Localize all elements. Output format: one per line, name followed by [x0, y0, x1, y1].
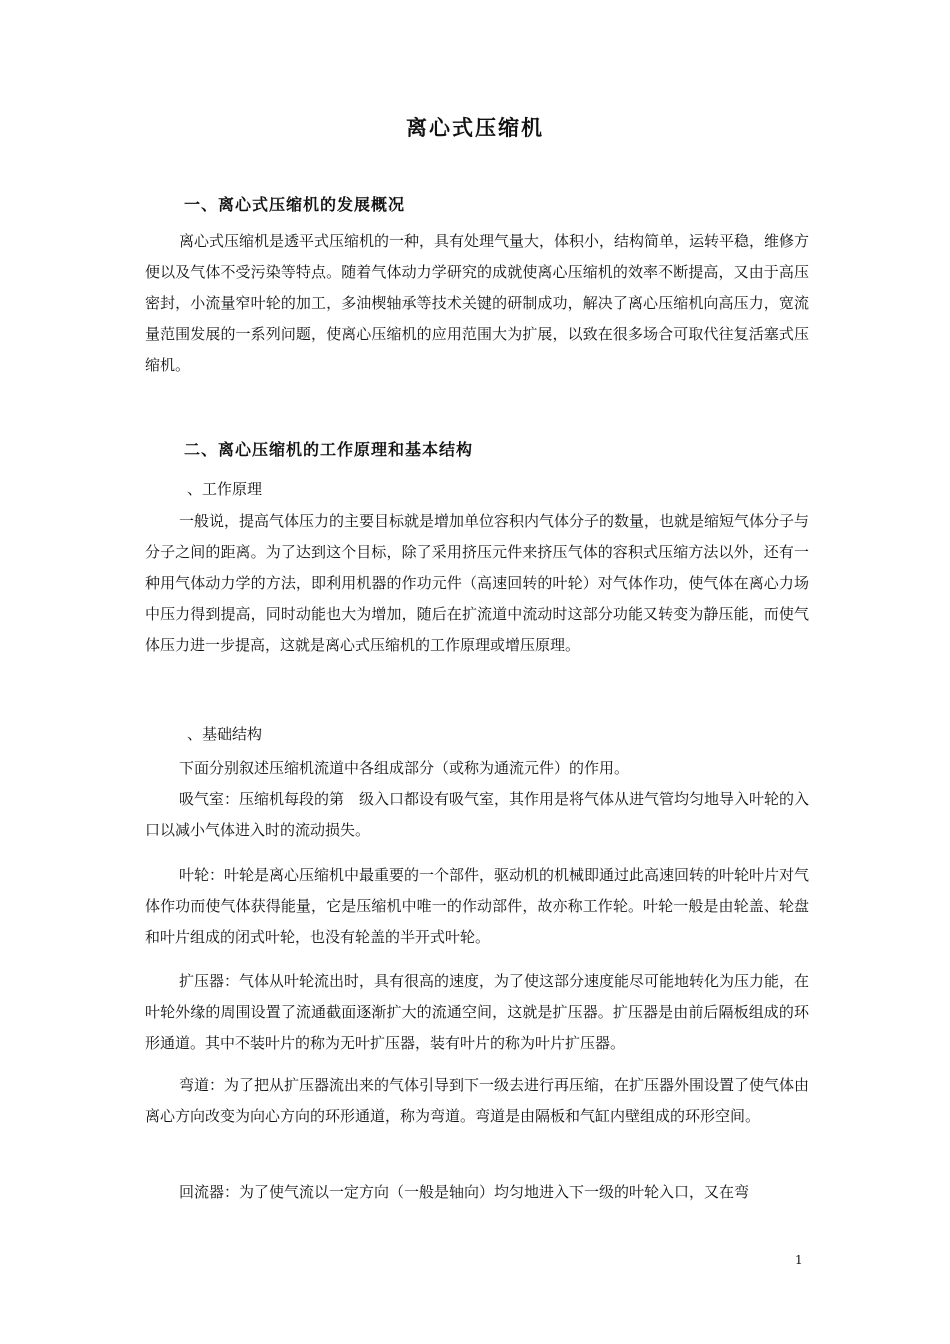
subsection-basic-structure-title: 、基础结构: [187, 725, 263, 743]
impeller-paragraph: 叶轮：叶轮是离心压缩机中最重要的一个部件，驱动机的机械即通过此高速回转的叶轮叶片对气体作功而使气体获得能量，它是压缩机中唯一的作动部件，故亦称工作轮。叶轮一般是由轮盖、轮盘和叶片组成的闭式叶轮，也没有轮盖的半开式叶轮。: [145, 866, 810, 946]
document-title: 离心式压缩机: [406, 116, 544, 140]
working-principle-paragraph: 一般说，提高气体压力的主要目标就是增加单位容积内气体分子的数量，也就是缩短气体分子与分子之间的距离。为了达到这个目标，除了采用挤压元件来挤压气体的容积式压缩方法以外，还有一种用气体动力学的方法，即利用机器的作功元件（高速回转的叶轮）对气体作功，使气体在离心力场中压力得到提高，同时动能也大为增加，随后在扩流道中流动时这部分功能又转变为静压能，而使气体压力进一步提高，这就是离心式压缩机的工作原理或增压原理。: [145, 512, 810, 654]
structure-intro-paragraph: 下面分别叙述压缩机流道中各组成部分（或称为通流元件）的作用。: [179, 759, 630, 777]
bend-paragraph: 弯道：为了把从扩压器流出来的气体引导到下一级去进行再压缩，在扩压器外围设置了使气体由离心方向改变为向心方向的环形通道，称为弯道。弯道是由隔板和气缸内壁组成的环形空间。: [145, 1076, 810, 1125]
page-number: 1: [795, 1253, 803, 1267]
suction-chamber-paragraph: 吸气室：压缩机每段的第 级入口都设有吸气室，其作用是将气体从进气管均匀地导入叶轮的入口以减小气体进入时的流动损失。: [145, 790, 810, 839]
subsection-working-principle-title: 、工作原理: [187, 480, 263, 498]
section-1-heading: 一、离心式压缩机的发展概况: [184, 195, 406, 214]
return-channel-paragraph: 回流器：为了使气流以一定方向（一般是轴向）均匀地进入下一级的叶轮入口，又在弯: [179, 1183, 750, 1201]
section-1-paragraph: 离心式压缩机是透平式压缩机的一种，具有处理气量大，体积小，结构简单，运转平稳，维修方便以及气体不受污染等特点。随着气体动力学研究的成就使离心压缩机的效率不断提高，又由于高压密封，小流量窄叶轮的加工，多油楔轴承等技术关键的研制成功，解决了离心压缩机向高压力，宽流量范围发展的一系列问题，使离心压缩机的应用范围大为扩展，以致在很多场合可取代往复活塞式压缩机。: [145, 232, 810, 374]
diffuser-paragraph: 扩压器：气体从叶轮流出时，具有很高的速度，为了使这部分速度能尽可能地转化为压力能，在叶轮外缘的周围设置了流通截面逐渐扩大的流通空间，这就是扩压器。扩压器是由前后隔板组成的环形通道。其中不装叶片的称为无叶扩压器，装有叶片的称为叶片扩压器。: [145, 972, 810, 1052]
section-2-heading: 二、离心压缩机的工作原理和基本结构: [184, 440, 474, 459]
